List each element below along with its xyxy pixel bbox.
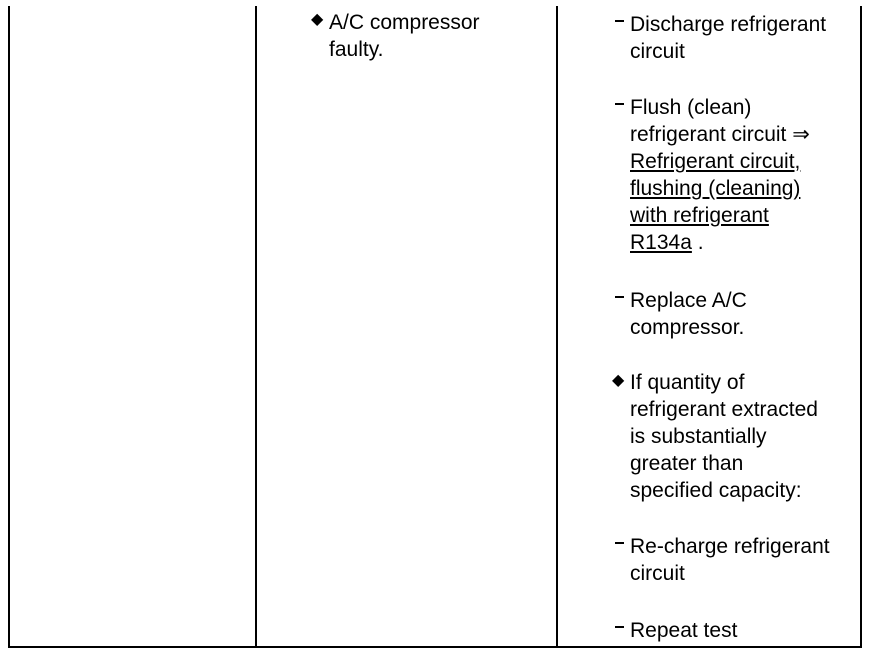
step-repeat-test: Repeat test — [630, 619, 738, 642]
condition-line-2: refrigerant extracted — [630, 398, 818, 421]
cause-line-1: A/C compressor — [329, 11, 480, 34]
column-divider — [556, 6, 558, 646]
dash-marker-icon — [615, 626, 624, 628]
step-flush-line-1: Flush (clean) — [630, 96, 752, 119]
cause-line-2: faulty. — [329, 38, 384, 61]
step-discharge-line-2: circuit — [630, 40, 685, 63]
condition-line-4: greater than — [630, 452, 744, 475]
step-recharge-line-1: Re-charge refrigerant — [630, 535, 830, 558]
dash-marker-icon — [615, 542, 624, 544]
refrigerant-flushing-link-line-2[interactable]: flushing (cleaning) — [630, 177, 801, 200]
refrigerant-flushing-link-r134a[interactable]: R134a — [630, 231, 692, 254]
bullet-diamond-icon: ◆ — [612, 372, 625, 389]
condition-line-5: specified capacity: — [630, 479, 802, 502]
step-flush-text: refrigerant circuit — [630, 123, 787, 146]
condition-line-1: If quantity of — [630, 371, 745, 394]
column-divider — [255, 6, 257, 646]
reference-arrow-icon: ⇒ — [792, 123, 810, 146]
dash-marker-icon — [615, 20, 624, 22]
refrigerant-flushing-link-line-1[interactable]: Refrigerant circuit, — [630, 150, 801, 173]
dash-marker-icon — [615, 296, 624, 298]
step-replace-line-2: compressor. — [630, 316, 745, 339]
bullet-diamond-icon: ◆ — [311, 11, 324, 28]
refrigerant-flushing-link-line-4 — [630, 229, 704, 256]
refrigerant-flushing-link-line-3[interactable]: with refrigerant — [630, 204, 769, 227]
step-recharge-line-2: circuit — [630, 562, 685, 585]
step-replace-line-1: Replace A/C — [630, 289, 747, 312]
step-flush-end: . — [691, 231, 704, 254]
step-discharge-line-1: Discharge refrigerant — [630, 13, 827, 36]
condition-line-3: is substantially — [630, 425, 767, 448]
step-flush-line-2 — [630, 121, 810, 148]
dash-marker-icon — [615, 103, 624, 105]
